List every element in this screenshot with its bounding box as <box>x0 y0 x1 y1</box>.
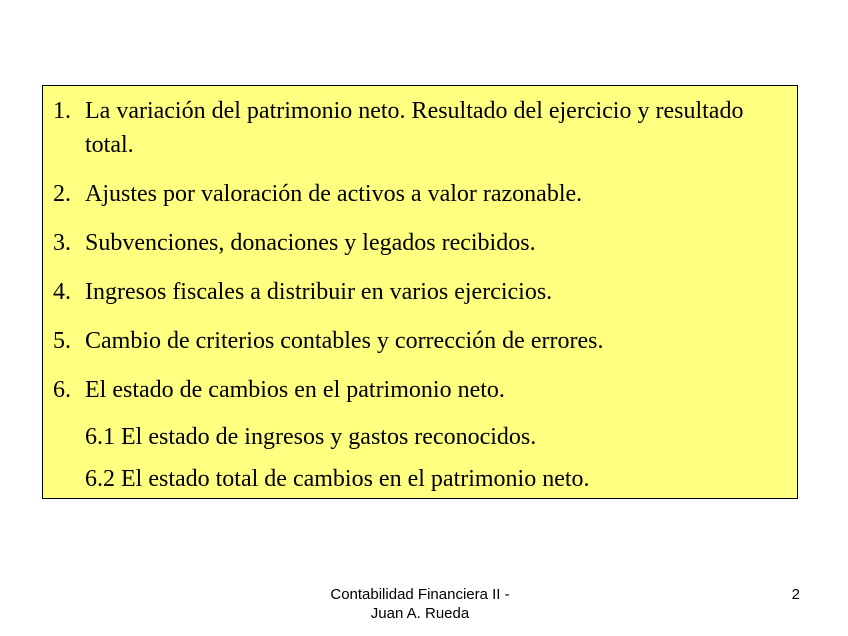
list-item-text: Subvenciones, donaciones y legados recibidos. <box>85 230 536 256</box>
list-item-text: Ajustes por valoración de activos a valor razonable. <box>85 181 583 207</box>
list-item-text: Cambio de criterios contables y corrección de errores. <box>85 328 604 354</box>
topics-box <box>42 85 798 499</box>
list-item-text: La variación del patrimonio neto. Resultado del ejercicio y resultado total. <box>85 98 744 158</box>
list-item-number: 3. <box>53 230 71 256</box>
footer-author: Juan A. Rueda <box>370 605 470 622</box>
list-item-number: 4. <box>53 279 71 305</box>
footer-course-title: Contabilidad Financiera II - <box>330 586 510 603</box>
page-number: 2 <box>791 586 800 603</box>
list-item-number: 2. <box>53 181 71 207</box>
list-item-text: El estado de cambios en el patrimonio neto. <box>85 377 505 403</box>
list-item-number: 6. <box>53 377 71 403</box>
list-item-number: 1. <box>53 98 71 124</box>
sub-list-item: 6.1 El estado de ingresos y gastos reconocidos. <box>85 424 537 450</box>
footer-title <box>300 585 540 623</box>
list-item-number: 5. <box>53 328 71 354</box>
sub-list-item: 6.2 El estado total de cambios en el patrimonio neto. <box>85 466 590 492</box>
list-item-text: Ingresos fiscales a distribuir en varios ejercicios. <box>85 279 553 305</box>
